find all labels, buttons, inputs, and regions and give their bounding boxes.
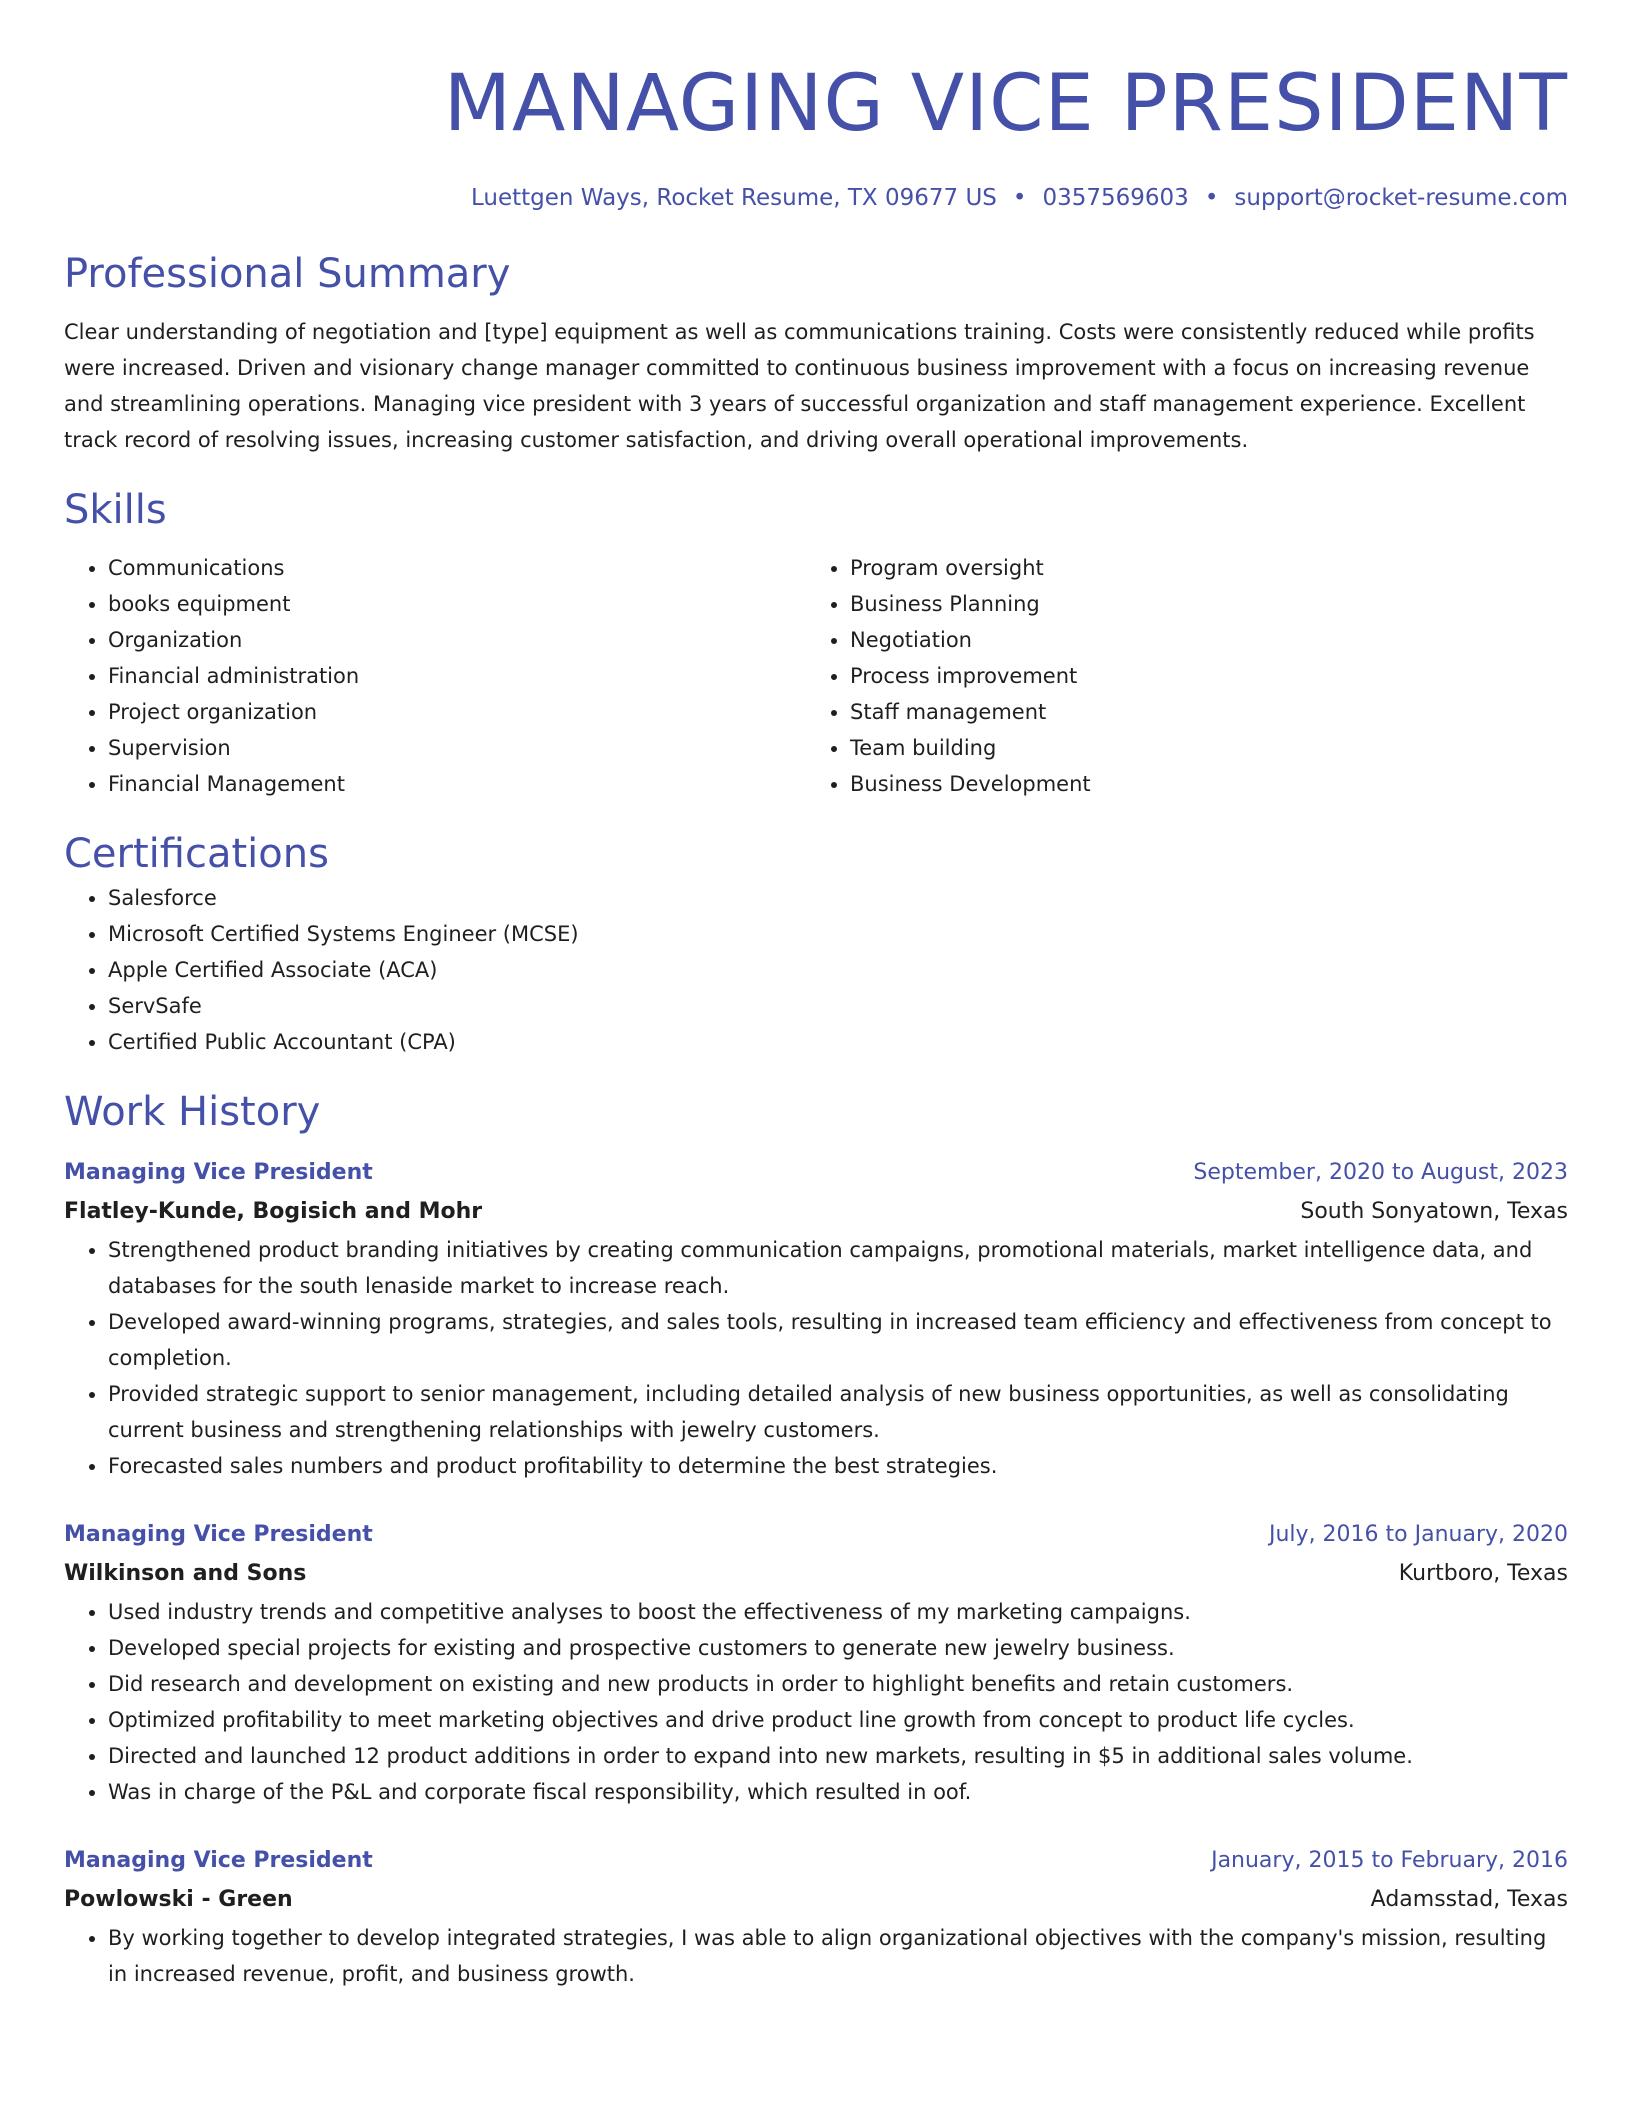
- skill-item: • Communications: [108, 550, 806, 586]
- job-entry: [64, 1154, 1568, 1484]
- job-bullet: • Optimized profitability to meet marketing objectives and drive product line growth from concept to product life cycles.: [108, 1702, 1568, 1738]
- certifications-heading: Certifications: [64, 831, 329, 877]
- job-bullet: • Strengthened product branding initiatives by creating communication campaigns, promotional materials, market intelligence data, and databases for the south lenaside market to increase reach.: [108, 1232, 1568, 1304]
- skill-item: • Financial administration: [108, 658, 806, 694]
- skills-list-right: [806, 550, 1548, 802]
- skills-list-left: [64, 550, 806, 802]
- certification-item: • ServSafe: [108, 988, 1568, 1024]
- contact-phone: 0357569603: [1042, 185, 1189, 211]
- job-entry: [64, 1842, 1568, 1992]
- skills-grid: [64, 550, 1568, 802]
- certification-item: • Apple Certified Associate (ACA): [108, 952, 1568, 988]
- skill-item: • Program oversight: [850, 550, 1548, 586]
- skills-column-right: [806, 550, 1548, 802]
- job-dates: July, 2016 to January, 2020: [1269, 1522, 1568, 1547]
- job-header-row: [64, 1154, 1568, 1192]
- skill-item: • Project organization: [108, 694, 806, 730]
- certifications-list: [64, 880, 1568, 1060]
- job-role: Managing Vice President: [64, 1160, 373, 1185]
- job-company-row: [64, 1880, 1568, 1920]
- skill-item: • books equipment: [108, 586, 806, 622]
- job-bullet: • Provided strategic support to senior management, including detailed analysis of new business opportunities, as well as consolidating current business and strengthening relationships with jewelry customers.: [108, 1376, 1568, 1448]
- job-role: Managing Vice President: [64, 1522, 373, 1547]
- certification-item: • Microsoft Certified Systems Engineer (MCSE): [108, 916, 1568, 952]
- job-dates: January, 2015 to February, 2016: [1211, 1848, 1568, 1873]
- work-history-heading: Work History: [64, 1089, 321, 1135]
- contact-address: Luettgen Ways, Rocket Resume, TX 09677 US: [471, 185, 997, 211]
- job-company: Powlowski - Green: [64, 1887, 293, 1912]
- job-location: Kurtboro, Texas: [1398, 1561, 1568, 1586]
- skill-item: • Organization: [108, 622, 806, 658]
- job-company: Flatley-Kunde, Bogisich and Mohr: [64, 1199, 483, 1224]
- job-bullet: • Forecasted sales numbers and product profitability to determine the best strategies.: [108, 1448, 1568, 1484]
- job-bullet: • Directed and launched 12 product additions in order to expand into new markets, resulting in $5 in additional sales volume.: [108, 1738, 1568, 1774]
- skill-item: • Team building: [850, 730, 1548, 766]
- certification-item: • Certified Public Accountant (CPA): [108, 1024, 1568, 1060]
- job-bullet: • By working together to develop integrated strategies, I was able to align organizational objectives with the company's mission, resulting in increased revenue, profit, and business growth.: [108, 1920, 1568, 1992]
- job-location: Adamsstad, Texas: [1370, 1887, 1568, 1912]
- job-bullet: • Was in charge of the P&L and corporate fiscal responsibility, which resulted in oof.: [108, 1774, 1568, 1810]
- job-dates: September, 2020 to August, 2023: [1193, 1160, 1568, 1185]
- job-bullet: • Developed special projects for existing and prospective customers to generate new jewelry business.: [108, 1630, 1568, 1666]
- job-company: Wilkinson and Sons: [64, 1561, 307, 1586]
- summary-heading: Professional Summary: [64, 251, 511, 297]
- skill-item: • Supervision: [108, 730, 806, 766]
- job-header-row: [64, 1516, 1568, 1554]
- contact-line: [64, 182, 1568, 214]
- contact-separator: •: [1012, 185, 1027, 211]
- job-location: South Sonyatown, Texas: [1300, 1199, 1568, 1224]
- job-bullet-list: [64, 1920, 1568, 1992]
- job-bullet-list: [64, 1594, 1568, 1810]
- page-title: MANAGING VICE PRESIDENT: [443, 59, 1568, 149]
- skill-item: • Process improvement: [850, 658, 1548, 694]
- skill-item: • Staff management: [850, 694, 1548, 730]
- skills-column-left: [64, 550, 806, 802]
- job-bullet: • Did research and development on existing and new products in order to highlight benefits and retain customers.: [108, 1666, 1568, 1702]
- job-entry: [64, 1516, 1568, 1810]
- summary-text: Clear understanding of negotiation and [type] equipment as well as communications training. Costs were consistently reduced while profits were increased. Driven and visionary change manager committed to continuous business improvement with a focus on increasing revenue and streamlining operations. Managing vice president with 3 years of successful organization and staff management experience. Excellent track record of resolving issues, increasing customer satisfaction, and driving overall operational improvements.: [64, 320, 1535, 452]
- certification-item: • Salesforce: [108, 880, 1568, 916]
- job-header-row: [64, 1842, 1568, 1880]
- job-bullet-list: [64, 1232, 1568, 1484]
- skills-heading: Skills: [64, 487, 167, 533]
- job-company-row: [64, 1192, 1568, 1232]
- job-bullet: • Used industry trends and competitive analyses to boost the effectiveness of my marketing campaigns.: [108, 1594, 1568, 1630]
- contact-separator: •: [1204, 185, 1219, 211]
- skill-item: • Financial Management: [108, 766, 806, 802]
- resume-header: [64, 56, 1568, 214]
- skill-item: • Business Development: [850, 766, 1548, 802]
- job-role: Managing Vice President: [64, 1848, 373, 1873]
- contact-email[interactable]: support@rocket-resume.com: [1234, 185, 1568, 211]
- job-bullet: • Developed award-winning programs, strategies, and sales tools, resulting in increased team efficiency and effectiveness from concept to completion.: [108, 1304, 1568, 1376]
- job-company-row: [64, 1554, 1568, 1594]
- skill-item: • Negotiation: [850, 622, 1548, 658]
- skill-item: • Business Planning: [850, 586, 1548, 622]
